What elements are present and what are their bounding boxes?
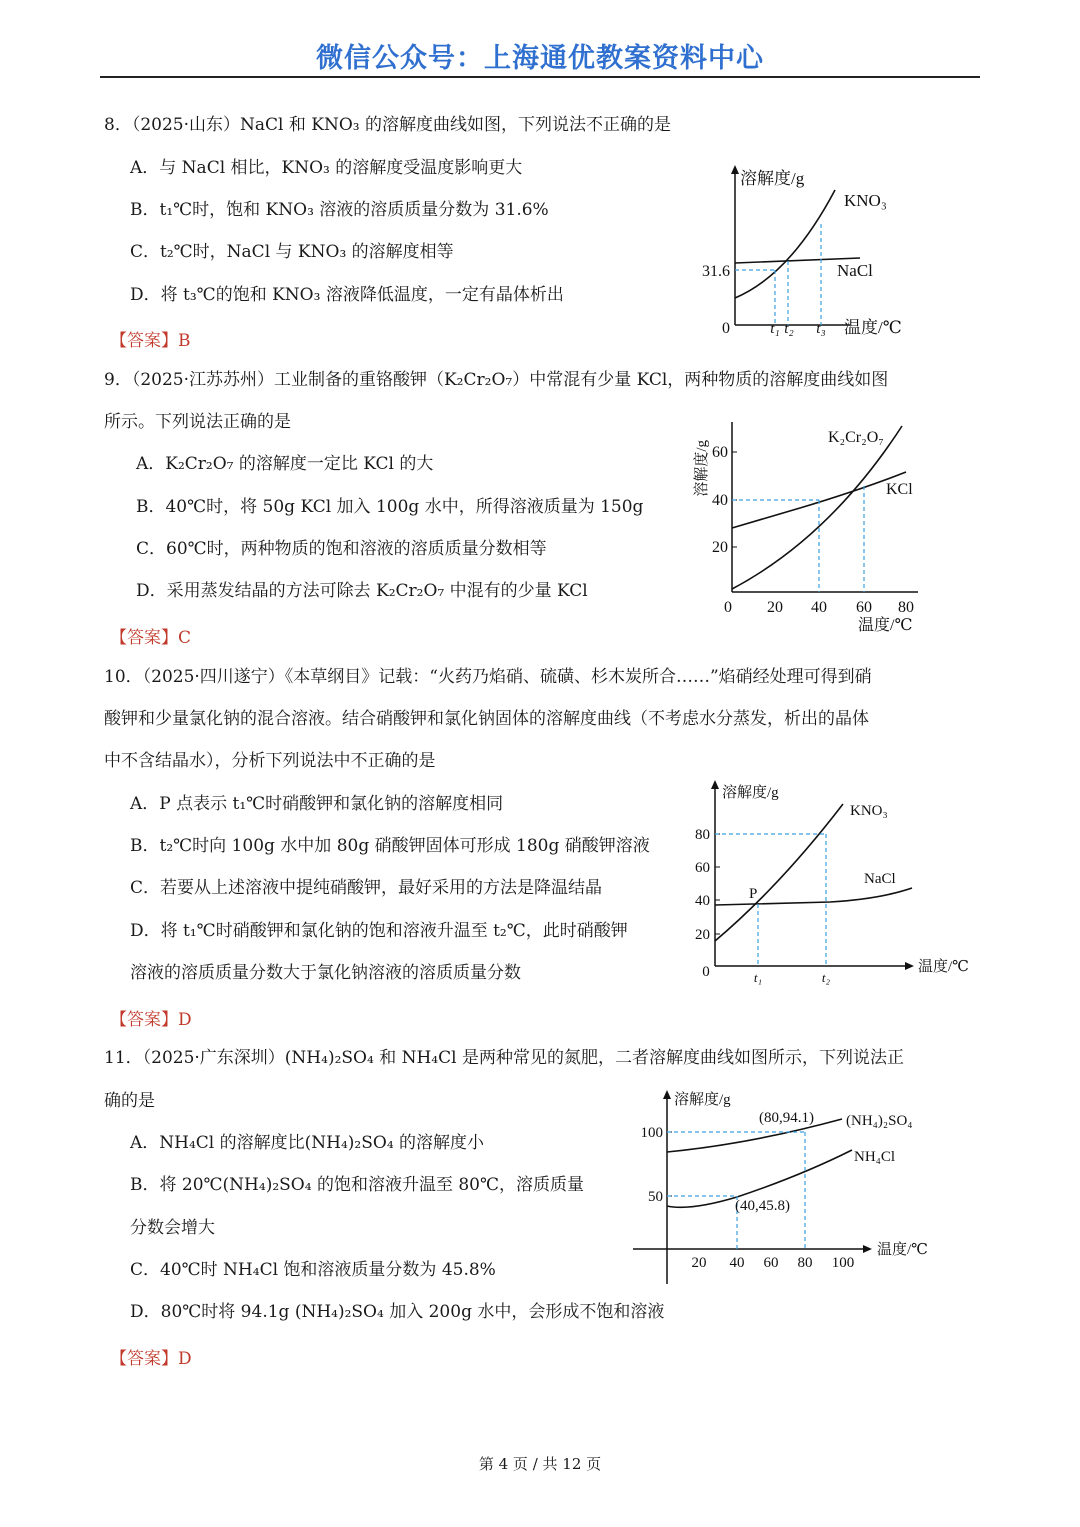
q11-ytick-100: 100: [640, 1125, 663, 1141]
q8-nacl-label: NaCl: [837, 261, 873, 280]
q11-xlabel: 温度/℃: [877, 1242, 928, 1258]
q9-option-b: B．40℃时，将 50g KCl 加入 100g 水中，所得溶液质量为 150g: [136, 497, 644, 517]
q8-t1-label: t₁: [770, 321, 780, 337]
q10-t2-label: t₂: [821, 970, 831, 985]
q9-stem-line1: 9．（2025·江苏苏州）工业制备的重铬酸钾（K₂Cr₂O₇）中常混有少量 KCl，两种物质的溶解度曲线如图: [104, 370, 889, 390]
q9-ytick-60: 60: [712, 444, 728, 461]
q9-stem-line2: 所示。下列说法正确的是: [104, 412, 291, 432]
q10-option-d: D．将 t₁℃时硝酸钾和氯化钠的饱和溶液升温至 t₂℃，此时硝酸钾: [130, 921, 628, 941]
q10-ytick-60: 60: [695, 860, 710, 876]
q10-ytick-20: 20: [695, 927, 710, 943]
q8-option-d: D．将 t₃℃的饱和 KNO₃ 溶液降低温度，一定有晶体析出: [130, 285, 564, 305]
q8-xlabel: 温度/℃: [844, 318, 902, 337]
q11-xtick-60: 60: [763, 1255, 779, 1271]
q10-stem-line3: 中不含结晶水），分析下列说法中不正确的是: [104, 751, 436, 771]
q9-ytick-40: 40: [712, 492, 728, 509]
q8-option-c: C．t₂℃时，NaCl 与 KNO₃ 的溶解度相等: [130, 242, 454, 262]
q10-ytick-80: 80: [695, 827, 710, 843]
q11-solubility-chart: [630, 1084, 950, 1289]
q9-kcl-label: KCl: [886, 481, 913, 498]
q9-solubility-chart: [680, 412, 930, 637]
q8-stem: 8．（2025·山东）NaCl 和 KNO₃ 的溶解度曲线如图，下列说法不正确的是: [104, 115, 671, 135]
q8-ylabel: 溶解度/g: [740, 169, 805, 188]
q10-stem-line2: 酸钾和少量氯化钠的混合溶液。结合硝酸钾和氯化钠固体的溶解度曲线（不考虑水分蒸发，析出的晶体: [104, 709, 869, 729]
page-footer: 第 4 页 / 共 12 页: [478, 1455, 602, 1473]
q11-point1-label: (80,94.1): [759, 1110, 814, 1126]
q9-xtick-20: 20: [767, 599, 783, 616]
q9-option-c: C．60℃时，两种物质的饱和溶液的溶质质量分数相等: [136, 539, 547, 559]
q11-xtick-20: 20: [691, 1255, 707, 1271]
q8-kno3-label: KNO₃: [844, 191, 887, 210]
q9-xtick-60: 60: [856, 599, 872, 616]
q8-origin: 0: [722, 320, 730, 337]
q11-option-d: D．80℃时将 94.1g (NH₄)₂SO₄ 加入 200g 水中，会形成不饱和溶液: [130, 1302, 665, 1322]
q11-xtick-40: 40: [729, 1255, 745, 1271]
q10-option-d-cont: 溶液的溶质质量分数大于氯化钠溶液的溶质质量分数: [130, 963, 521, 983]
q11-option-b: B．将 20℃(NH₄)₂SO₄ 的饱和溶液升温至 80℃，溶质质量: [130, 1175, 584, 1195]
q11-ylabel: 溶解度/g: [674, 1092, 731, 1108]
q10-stem-line1: 10．（2025·四川遂宁）《本草纲目》记载：“火药乃焰硝、硫磺、杉木炭所合……”焰硝经处理可得到硝: [104, 667, 872, 687]
q10-t1-label: t₁: [753, 970, 763, 985]
q11-xtick-100: 100: [831, 1255, 855, 1271]
q11-point2-label: (40,45.8): [735, 1198, 790, 1214]
q11-option-c: C．40℃时 NH₄Cl 饱和溶液质量分数为 45.8%: [130, 1260, 496, 1280]
q10-ytick-40: 40: [695, 893, 710, 909]
q10-answer: 【答案】D: [110, 1010, 192, 1030]
q10-xlabel: 温度/℃: [918, 959, 969, 975]
q11-option-a: A．NH₄Cl 的溶解度比(NH₄)₂SO₄ 的溶解度小: [130, 1133, 485, 1153]
q11-option-b-cont: 分数会增大: [130, 1218, 215, 1238]
q10-option-a: A．P 点表示 t₁℃时硝酸钾和氯化钠的溶解度相同: [130, 794, 504, 814]
q8-ymark: 31.6: [702, 263, 730, 280]
q9-option-d: D．采用蒸发结晶的方法可除去 K₂Cr₂O₇ 中混有的少量 KCl: [136, 581, 588, 601]
q11-xtick-80: 80: [797, 1255, 813, 1271]
q10-nacl-label: NaCl: [864, 871, 896, 887]
q9-xtick-80: 80: [898, 599, 914, 616]
q8-solubility-chart: [690, 160, 930, 345]
q10-origin: 0: [702, 964, 710, 980]
q11-nh4cl-label: NH₄Cl: [854, 1149, 896, 1165]
q9-option-a: A．K₂Cr₂O₇ 的溶解度一定比 KCl 的大: [136, 454, 434, 474]
q11-stem-line2: 确的是: [104, 1091, 155, 1111]
q8-option-a: A．与 NaCl 相比，KNO₃ 的溶解度受温度影响更大: [130, 158, 523, 178]
q11-answer: 【答案】D: [110, 1349, 192, 1369]
q10-kno3-label: KNO₃: [850, 803, 888, 819]
q11-nh4so4-label: (NH₄)₂SO₄: [846, 1113, 913, 1129]
q9-answer: 【答案】C: [110, 628, 192, 648]
q9-ytick-20: 20: [712, 539, 728, 556]
page-header-title: 微信公众号：上海通优教案资料中心: [316, 43, 764, 74]
q8-t3-label: t₃: [816, 321, 826, 337]
q11-ytick-50: 50: [648, 1189, 663, 1205]
q10-option-b: B．t₂℃时向 100g 水中加 80g 硝酸钾固体可形成 180g 硝酸钾溶液: [130, 836, 650, 856]
q9-xtick-0: 0: [724, 599, 732, 616]
q8-t2-label: t₂: [784, 321, 794, 337]
header-divider: [100, 76, 980, 78]
q10-point-p: P: [749, 886, 758, 902]
q9-k2cr2o7-label: K₂Cr₂O₇: [828, 429, 884, 446]
q10-solubility-chart: [680, 776, 980, 991]
q9-xtick-40: 40: [811, 599, 827, 616]
q11-stem-line1: 11．（2025·广东深圳）(NH₄)₂SO₄ 和 NH₄Cl 是两种常见的氮肥，二者溶解度曲线如图所示，下列说法正: [104, 1048, 904, 1068]
q8-answer: 【答案】B: [110, 331, 191, 351]
q9-xlabel: 温度/℃: [858, 617, 913, 634]
q8-option-b: B．t₁℃时，饱和 KNO₃ 溶液的溶质质量分数为 31.6%: [130, 200, 549, 220]
q10-option-c: C．若要从上述溶液中提纯硝酸钾，最好采用的方法是降温结晶: [130, 878, 603, 898]
q10-ylabel: 溶解度/g: [722, 785, 779, 801]
q9-ylabel: 溶解度/g: [694, 440, 710, 497]
